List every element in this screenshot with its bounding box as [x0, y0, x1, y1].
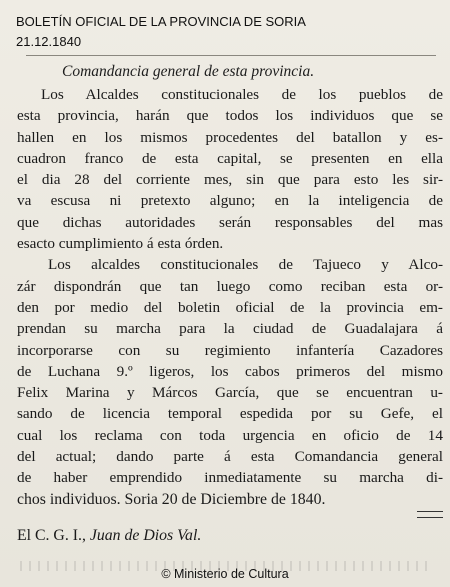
text-line: el dia 28 del corriente mes, sin que para esto les sir-: [17, 171, 443, 189]
text-line: de Luchana 9.º ligeros, los cabos primeros del mismo: [17, 362, 443, 380]
text-line: va escusa ni pretexto alguno; en la inteligencia de: [17, 192, 443, 210]
article-body: [17, 84, 443, 510]
text-line: sando de licencia temporal espedida por su Gefe, el: [17, 405, 443, 423]
signature-line: [17, 527, 201, 545]
text-line: del actual; dando parte á esta Comandancia general: [17, 448, 443, 466]
text-line: Los alcaldes constitucionales de Tajueco y Alco-: [48, 256, 443, 274]
text-line: hallen en los mismos procedentes del batallon y es-: [17, 128, 443, 146]
publication-date: 21.12.1840: [16, 34, 82, 49]
text-line: incorporarse con su regimiento infantería Cazadores: [17, 341, 443, 359]
signature-prefix: El C. G. I.,: [17, 527, 86, 544]
text-line: que dichas autoridades serán responsables del mas: [17, 213, 443, 231]
text-line: den por medio del boletin oficial de la provincia em-: [17, 298, 443, 316]
copyright-notice: © Ministerio de Cultura: [161, 567, 289, 581]
text-line: cual los reclama con toda urgencia en oficio de 14: [17, 426, 443, 444]
text-line: esacto cumplimiento á esta órden.: [17, 235, 224, 253]
text-line: Los Alcaldes constitucionales de los pueblos de: [41, 86, 443, 103]
text-line: prendan su marcha para la ciudad de Guadalajara á: [17, 320, 443, 338]
text-line: cuadron franco de esta capital, se presenten en ella: [17, 149, 443, 167]
text-line: esta provincia, harán que todos los individuos que se: [17, 107, 443, 125]
text-line: de haber emprendido inmediatamente su marcha di-: [17, 469, 443, 487]
text-line: chos individuos. Soria 20 de Diciembre de 1840.: [17, 490, 326, 508]
text-line: Felix Marina y Márcos García, que se encuentran u-: [17, 384, 443, 402]
signature-name: Juan de Dios Val.: [89, 527, 202, 544]
article-heading: Comandancia general de esta provincia.: [62, 63, 315, 80]
top-divider: [26, 55, 436, 56]
text-line: zár dispondrán que tan luego como reciban esta or-: [17, 277, 443, 295]
document-header: [16, 12, 306, 52]
closing-dash: [417, 511, 443, 518]
publication-title: BOLETÍN OFICIAL DE LA PROVINCIA DE SORIA: [16, 14, 306, 29]
